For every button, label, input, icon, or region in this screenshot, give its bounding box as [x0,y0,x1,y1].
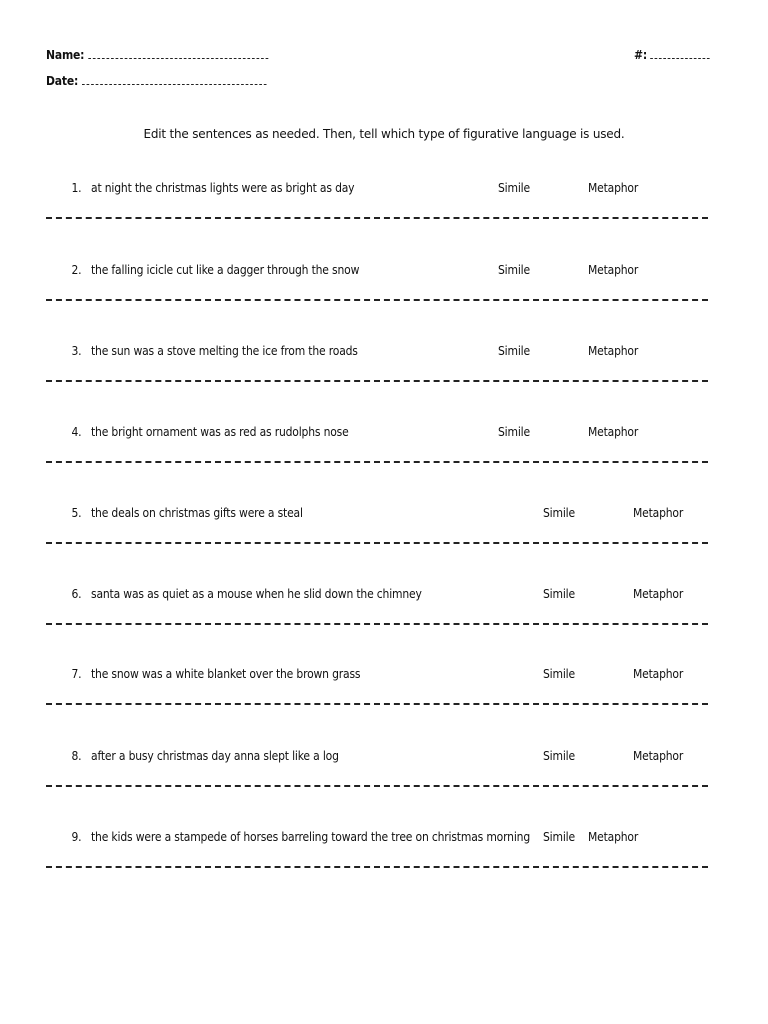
item-number: 3. [71,344,82,358]
list-item [0,506,768,588]
list-item [0,263,768,345]
simile-option[interactable]: Simile [543,749,575,763]
answer-line[interactable] [46,299,708,301]
metaphor-option[interactable]: Metaphor [588,263,639,277]
metaphor-option[interactable]: Metaphor [633,506,684,520]
list-item [0,425,768,507]
list-item [0,344,768,426]
item-sentence: santa was as quiet as a mouse when he slid down the chimney [91,587,422,601]
item-number: 1. [71,181,82,195]
simile-option[interactable]: Simile [543,830,575,844]
number-blank[interactable] [651,48,710,59]
date-field[interactable] [46,74,266,88]
item-number: 9. [71,830,82,844]
instructions: Edit the sentences as needed. Then, tell which type of figurative language is used. [143,127,625,141]
simile-option[interactable]: Simile [543,587,575,601]
answer-line[interactable] [46,785,708,787]
metaphor-option[interactable]: Metaphor [633,749,684,763]
item-number: 4. [71,425,82,439]
metaphor-option[interactable]: Metaphor [633,667,684,681]
metaphor-option[interactable]: Metaphor [588,344,639,358]
item-sentence: after a busy christmas day anna slept like a log [91,749,339,763]
item-number: 2. [71,263,82,277]
name-field[interactable] [46,48,268,62]
item-sentence: the falling icicle cut like a dagger through the snow [91,263,360,277]
name-blank[interactable] [88,48,268,59]
metaphor-option[interactable]: Metaphor [633,587,684,601]
date-blank[interactable] [82,74,266,85]
metaphor-option[interactable]: Metaphor [588,830,639,844]
date-label: Date: [46,74,79,88]
metaphor-option[interactable]: Metaphor [588,425,639,439]
list-item [0,830,768,912]
number-label: #: [634,48,648,62]
list-item [0,181,768,263]
answer-line[interactable] [46,542,708,544]
item-sentence: the snow was a white blanket over the brown grass [91,667,361,681]
name-label: Name: [46,48,85,62]
simile-option[interactable]: Simile [498,425,530,439]
simile-option[interactable]: Simile [543,667,575,681]
simile-option[interactable]: Simile [498,344,530,358]
list-item [0,749,768,831]
answer-line[interactable] [46,217,708,219]
list-item [0,587,768,669]
item-number: 8. [71,749,82,763]
item-sentence: the kids were a stampede of horses barreling toward the tree on christmas morning [91,830,531,844]
number-field[interactable] [634,48,710,62]
item-sentence: the deals on christmas gifts were a steal [91,506,303,520]
answer-line[interactable] [46,461,708,463]
simile-option[interactable]: Simile [543,506,575,520]
list-item [0,667,768,749]
answer-line[interactable] [46,866,708,868]
item-number: 6. [71,587,82,601]
metaphor-option[interactable]: Metaphor [588,181,639,195]
item-number: 7. [71,667,82,681]
simile-option[interactable]: Simile [498,181,530,195]
item-sentence: at night the christmas lights were as bright as day [91,181,355,195]
answer-line[interactable] [46,380,708,382]
answer-line[interactable] [46,703,708,705]
answer-line[interactable] [46,623,708,625]
simile-option[interactable]: Simile [498,263,530,277]
item-sentence: the bright ornament was as red as rudolphs nose [91,425,349,439]
item-sentence: the sun was a stove melting the ice from the roads [91,344,358,358]
item-number: 5. [71,506,82,520]
